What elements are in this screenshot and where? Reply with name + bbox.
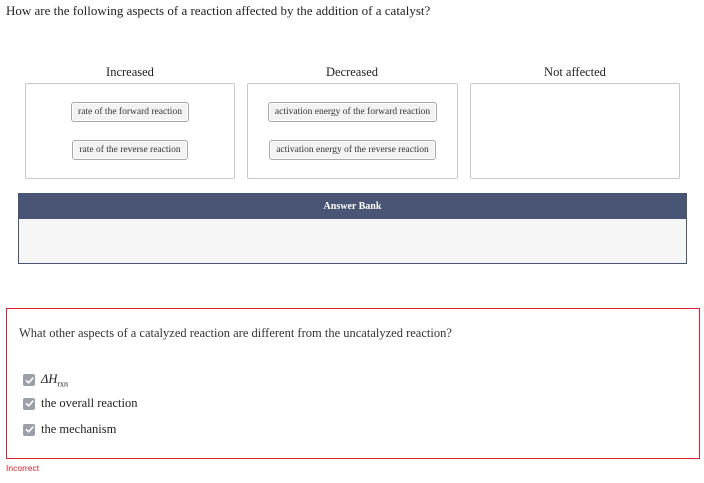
bin-header-decreased: Decreased	[325, 65, 379, 79]
bin-decreased[interactable]	[247, 83, 458, 179]
option-mechanism[interactable]	[23, 422, 116, 437]
answer-chip[interactable]: activation energy of the reverse reaction	[269, 140, 436, 160]
checkbox-checked-icon[interactable]	[23, 374, 35, 386]
checkbox-checked-icon[interactable]	[23, 398, 35, 410]
answer-bank-header: Answer Bank	[18, 193, 687, 219]
answer-chip[interactable]: rate of the reverse reaction	[72, 140, 187, 160]
answer-chip[interactable]: rate of the forward reaction	[71, 102, 189, 122]
option-label: the mechanism	[41, 422, 117, 436]
answer-chip[interactable]: activation energy of the forward reaction	[268, 102, 437, 122]
bin-header-increased: Increased	[106, 65, 154, 79]
question2-panel	[6, 308, 700, 459]
checkbox-checked-icon[interactable]	[23, 424, 35, 436]
question2-prompt: What other aspects of a catalyzed reaction are different from the uncatalyzed reaction?	[19, 326, 452, 340]
option-label: the overall reaction	[41, 396, 138, 410]
answer-bank-dropzone[interactable]	[18, 219, 687, 264]
option-overall-reaction[interactable]	[23, 396, 137, 411]
option-label: $\Delta H_{rxn}$	[41, 372, 69, 389]
bin-not-affected[interactable]	[470, 83, 680, 179]
bin-increased[interactable]	[25, 83, 235, 179]
bin-header-not-affected: Not affected	[544, 65, 606, 79]
status-incorrect: Incorrect	[6, 463, 40, 473]
option-delta-h-rxn[interactable]	[23, 372, 68, 389]
question-prompt: How are the following aspects of a reaction affected by the addition of a catalyst?	[6, 3, 431, 18]
